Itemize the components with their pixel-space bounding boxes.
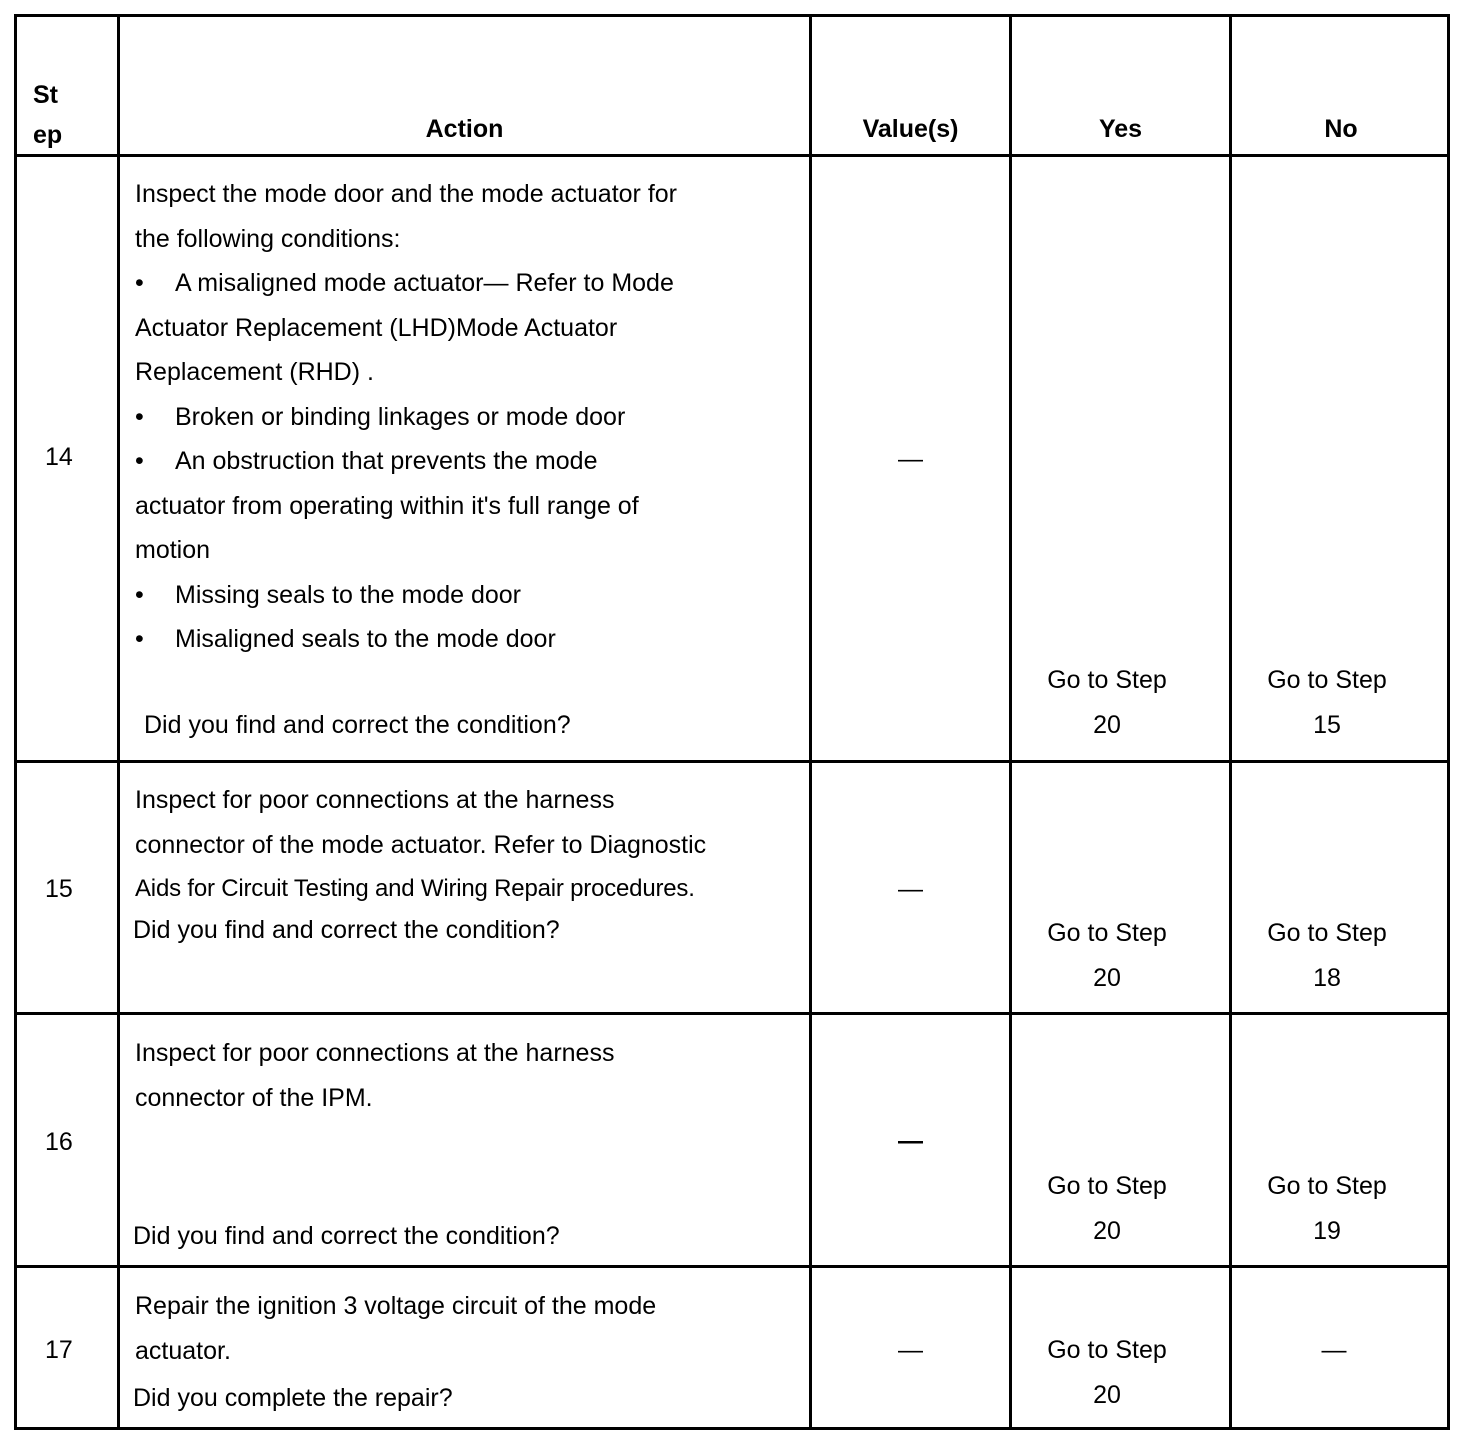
bullet-icon: • (135, 402, 144, 431)
bullet-icon: • (135, 269, 144, 297)
header-step-line2: ep (33, 121, 63, 149)
bullet-item: • An obstruction that prevents the mode (135, 439, 805, 484)
row-divider (17, 1265, 1447, 1268)
yes-label: Go to Step (1047, 1336, 1167, 1364)
bullet-item: • Broken or binding linkages or mode door (135, 395, 805, 440)
value-dash: — (898, 875, 923, 903)
header-step-line1: St (33, 81, 58, 109)
no-step: 19 (1313, 1216, 1341, 1245)
yes-step: 20 (1093, 1380, 1121, 1409)
action-question: Did you find and correct the condition? (144, 711, 571, 739)
action-line: Repair the ignition 3 voltage circuit of the mode (135, 1292, 657, 1320)
no-goto[interactable] (1232, 911, 1422, 1000)
bullet-icon: • (135, 625, 144, 653)
action-line: the following conditions: (135, 224, 401, 253)
action-line: connector of the IPM. (135, 1083, 373, 1112)
no-goto[interactable] (1232, 1164, 1422, 1253)
no-label: Go to Step (1267, 919, 1387, 947)
header-yes: Yes (1098, 115, 1143, 143)
action-text (135, 1284, 807, 1373)
action-question: Did you find and correct the condition? (133, 1222, 560, 1250)
yes-goto[interactable] (1012, 658, 1202, 747)
row-divider (17, 1012, 1447, 1015)
value-dash: — (898, 445, 923, 473)
action-line: Actuator Replacement (LHD)Mode Actuator (135, 313, 618, 342)
yes-label: Go to Step (1047, 1172, 1167, 1200)
bullet-icon: • (135, 447, 144, 475)
value-dash: — (898, 1336, 923, 1364)
step-number: 14 (45, 443, 73, 471)
action-text (135, 172, 805, 662)
header-values: Value(s) (862, 115, 959, 143)
step-number: 17 (45, 1336, 73, 1364)
action-line: actuator from operating within it's full range of (135, 491, 639, 520)
header-step (33, 75, 62, 155)
yes-step: 20 (1093, 963, 1121, 992)
no-label: Go to Step (1267, 1172, 1387, 1200)
no-dash: — (1321, 1336, 1347, 1364)
action-question: Did you complete the repair? (133, 1384, 453, 1412)
row-divider (17, 760, 1447, 763)
step-number: 15 (45, 875, 73, 903)
no-goto[interactable] (1232, 658, 1422, 747)
yes-label: Go to Step (1047, 919, 1167, 947)
yes-step: 20 (1093, 1216, 1121, 1245)
bullet-item: • Misaligned seals to the mode door (135, 617, 805, 662)
action-line: Inspect the mode door and the mode actuator for (135, 180, 678, 208)
column-divider (809, 17, 812, 1427)
action-line: actuator. (135, 1336, 231, 1365)
value-dash: — (898, 1127, 923, 1155)
action-text (135, 1031, 807, 1120)
action-line: Aids for Circuit Testing and Wiring Repair procedures. (135, 875, 695, 902)
yes-goto[interactable] (1012, 1164, 1202, 1253)
bullet-item: • A misaligned mode actuator— Refer to Mode (135, 261, 805, 306)
header-action: Action (425, 115, 504, 143)
action-line: Inspect for poor connections at the harness (135, 1039, 615, 1067)
row-divider (17, 154, 1447, 157)
bullet-item: • Missing seals to the mode door (135, 573, 805, 618)
action-question: Did you find and correct the condition? (133, 916, 560, 944)
yes-step: 20 (1093, 710, 1121, 739)
action-text (135, 778, 807, 912)
no-step: 18 (1313, 963, 1341, 992)
column-divider (117, 17, 120, 1427)
no-label: Go to Step (1267, 666, 1387, 694)
header-no: No (1324, 115, 1358, 143)
step-number: 16 (45, 1128, 73, 1156)
bullet-icon: • (135, 580, 144, 609)
action-line: Inspect for poor connections at the harness (135, 786, 615, 814)
yes-label: Go to Step (1047, 666, 1167, 694)
yes-goto[interactable] (1012, 1328, 1202, 1417)
action-line: Replacement (RHD) . (135, 358, 374, 386)
action-line: motion (135, 536, 211, 564)
yes-goto[interactable] (1012, 911, 1202, 1000)
no-step: 15 (1313, 710, 1341, 739)
diagnostic-table (14, 14, 1450, 1430)
action-line: connector of the mode actuator. Refer to Diagnostic (135, 830, 707, 859)
